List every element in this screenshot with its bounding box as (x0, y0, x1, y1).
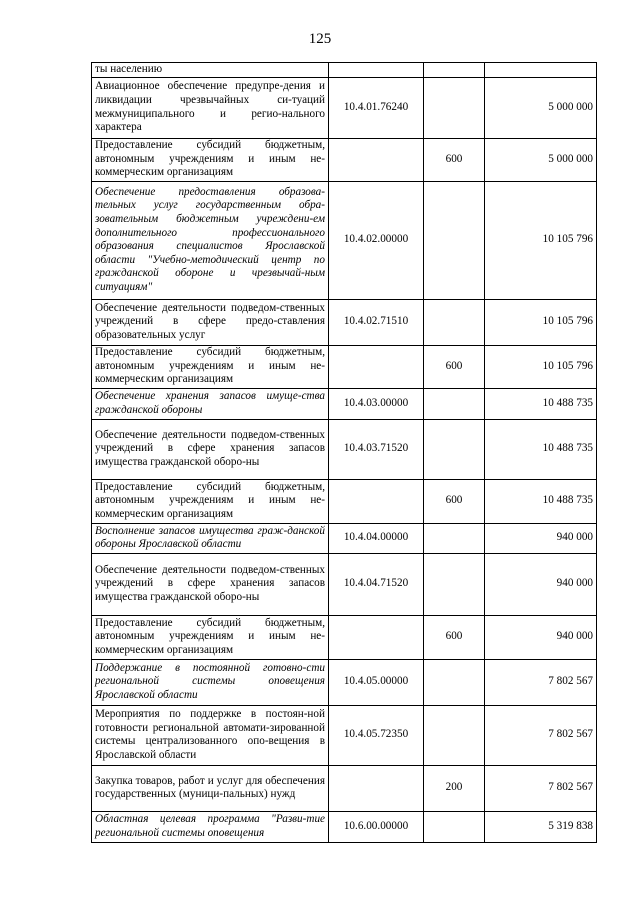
table-row (92, 811, 597, 842)
table-row (92, 553, 597, 615)
row-name-cell: Мероприятия по поддержке в постоян-ной готовности региональной автомати-зированной системы централизованного опо-вещения в Ярославской области (92, 705, 329, 765)
table-row (92, 77, 597, 138)
row-name-cell: Предоставление субсидий бюджетным, автономным учреждениям и иным не-коммерческим организациям (92, 345, 329, 388)
row-name-cell: Предоставление субсидий бюджетным, автономным учреждениям и иным не-коммерческим организациям (92, 479, 329, 523)
table-row (92, 63, 597, 78)
row-amount-cell: 5 000 000 (485, 77, 597, 138)
row-name-cell: Поддержание в постоянной готовно-сти региональной системы оповещения Ярославской области (92, 659, 329, 705)
row-expense-type-cell (424, 419, 485, 479)
table-row (92, 705, 597, 765)
row-code-cell: 10.6.00.00000 (329, 811, 424, 842)
row-amount-cell: 10 105 796 (485, 181, 597, 299)
table-row (92, 345, 597, 388)
row-expense-type-cell (424, 77, 485, 138)
table-row (92, 388, 597, 419)
row-code-cell: 10.4.02.00000 (329, 181, 424, 299)
row-expense-type-cell (424, 523, 485, 553)
row-name-cell: Обеспечение хранения запасов имуще-ства гражданской обороны (92, 388, 329, 419)
row-code-cell: 10.4.05.72350 (329, 705, 424, 765)
row-code-cell (329, 138, 424, 181)
row-expense-type-cell: 200 (424, 765, 485, 811)
row-code-cell: 10.4.05.00000 (329, 659, 424, 705)
row-expense-type-cell: 600 (424, 345, 485, 388)
table-row (92, 181, 597, 299)
table-row (92, 659, 597, 705)
row-amount-cell: 5 000 000 (485, 138, 597, 181)
row-name-cell: Обеспечение предоставления образова-тельных услуг государственным обра-зовательным бюджетным учреждени-ем дополнительного профессионального образования специалистов Ярославской области "Учебно-методический центр по гражданской обороне и чрезвычай-ным ситуациям" (92, 181, 329, 299)
table-row (92, 615, 597, 659)
page-number: 125 (308, 31, 332, 47)
row-code-cell: 10.4.04.71520 (329, 553, 424, 615)
row-amount-cell: 10 105 796 (485, 345, 597, 388)
budget-table (91, 62, 597, 843)
row-code-cell: 10.4.03.71520 (329, 419, 424, 479)
row-amount-cell: 940 000 (485, 615, 597, 659)
row-expense-type-cell (424, 553, 485, 615)
row-amount-cell: 7 802 567 (485, 659, 597, 705)
row-amount-cell: 940 000 (485, 523, 597, 553)
row-name-cell: Восполнение запасов имущества граж-данской обороны Ярославской области (92, 523, 329, 553)
row-amount-cell: 10 488 735 (485, 388, 597, 419)
row-code-cell: 10.4.02.71510 (329, 299, 424, 345)
row-expense-type-cell (424, 811, 485, 842)
row-amount-cell: 940 000 (485, 553, 597, 615)
table-row (92, 765, 597, 811)
row-name-cell: Закупка товаров, работ и услуг для обеспечения государственных (муници-пальных) нужд (92, 765, 329, 811)
row-name-cell: Обеспечение деятельности подведом-ственных учреждений в сфере предо-ставления образовательных услуг (92, 299, 329, 345)
row-name-cell: Обеспечение деятельности подведом-ственных учреждений в сфере хранения запасов имущества гражданской оборо-ны (92, 553, 329, 615)
row-name-cell: Предоставление субсидий бюджетным, автономным учреждениям и иным не-коммерческим организациям (92, 615, 329, 659)
row-expense-type-cell (424, 705, 485, 765)
row-expense-type-cell: 600 (424, 615, 485, 659)
row-name-cell: Обеспечение деятельности подведом-ственных учреждений в сфере хранения запасов имущества гражданской оборо-ны (92, 419, 329, 479)
row-amount-cell (485, 63, 597, 78)
row-amount-cell: 5 319 838 (485, 811, 597, 842)
row-code-cell (329, 479, 424, 523)
row-code-cell (329, 615, 424, 659)
row-amount-cell: 10 488 735 (485, 479, 597, 523)
row-code-cell: 10.4.01.76240 (329, 77, 424, 138)
row-expense-type-cell (424, 659, 485, 705)
row-expense-type-cell (424, 63, 485, 78)
row-amount-cell: 10 488 735 (485, 419, 597, 479)
row-code-cell (329, 765, 424, 811)
table-row (92, 419, 597, 479)
row-name-cell: Предоставление субсидий бюджетным, автономным учреждениям и иным не-коммерческим организациям (92, 138, 329, 181)
row-expense-type-cell (424, 181, 485, 299)
row-expense-type-cell: 600 (424, 138, 485, 181)
row-expense-type-cell: 600 (424, 479, 485, 523)
row-code-cell: 10.4.04.00000 (329, 523, 424, 553)
row-expense-type-cell (424, 299, 485, 345)
row-code-cell: 10.4.03.00000 (329, 388, 424, 419)
row-name-cell: Авиационное обеспечение предупре-дения и ликвидации чрезвычайных си-туаций межмуниципального и регио-нального характера (92, 77, 329, 138)
row-amount-cell: 7 802 567 (485, 765, 597, 811)
row-name-cell: ты населению (92, 63, 329, 78)
table-row (92, 299, 597, 345)
table-row (92, 138, 597, 181)
row-amount-cell: 7 802 567 (485, 705, 597, 765)
row-amount-cell: 10 105 796 (485, 299, 597, 345)
table-row (92, 479, 597, 523)
row-code-cell (329, 345, 424, 388)
row-name-cell: Областная целевая программа "Разви-тие региональной системы оповещения (92, 811, 329, 842)
table-row (92, 523, 597, 553)
row-code-cell (329, 63, 424, 78)
row-expense-type-cell (424, 388, 485, 419)
